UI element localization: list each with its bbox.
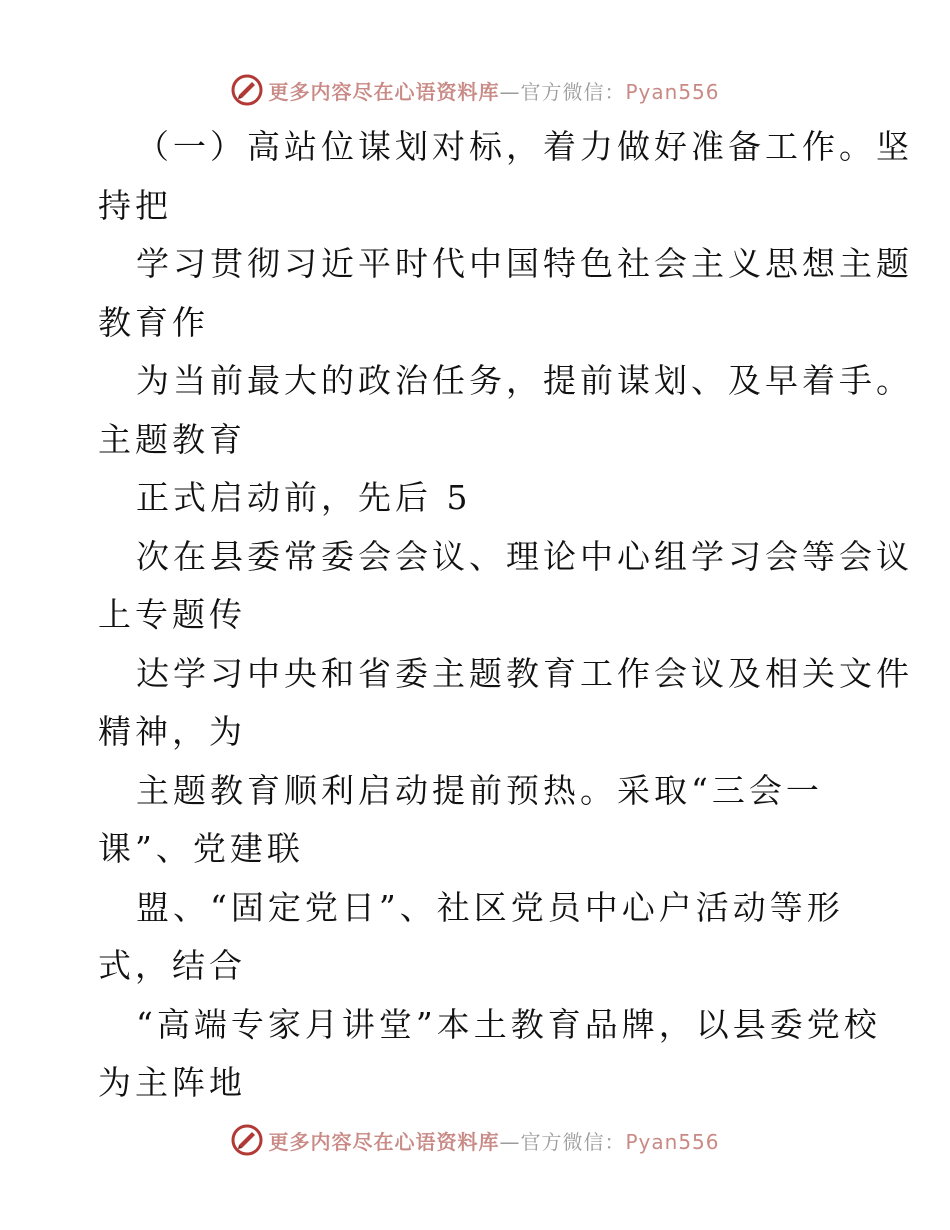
text-line: 为主阵地	[98, 1063, 246, 1102]
watermark-main: 更多内容尽在心语资料库	[268, 1129, 500, 1154]
text-line: 上专题传	[98, 595, 246, 634]
text-line: 主题教育顺利启动提前预热。采取“三会一	[136, 770, 823, 810]
watermark-header	[0, 70, 950, 110]
watermark-sub: —官方微信：	[499, 1129, 626, 1154]
brand-logo-icon	[230, 73, 264, 107]
text-line: 课”、党建联	[98, 829, 304, 868]
text-line: 式，结合	[98, 946, 246, 985]
watermark-footer	[0, 1120, 950, 1160]
watermark-text	[268, 76, 719, 105]
text-line: “高端专家月讲堂”本土教育品牌，以县委党校	[136, 1004, 881, 1044]
text-line: 次在县委常委会会议、理论中心组学习会等会议	[136, 536, 913, 576]
watermark-text	[268, 1126, 719, 1155]
watermark-id: Pyan556	[625, 79, 720, 104]
watermark-id: Pyan556	[625, 1129, 720, 1154]
text-line: 教育作	[98, 302, 209, 342]
text-line: 正式启动前，先后 5	[136, 478, 472, 517]
text-line: 为当前最大的政治任务，提前谋划、及早着手。	[136, 361, 913, 400]
watermark-sub: —官方微信：	[499, 79, 626, 104]
text-line: 盟、“固定党日”、社区党员中心户活动等形	[136, 887, 844, 927]
text-line: 学习贯彻习近平时代中国特色社会主义思想主题	[136, 244, 913, 283]
text-line: 持把	[98, 185, 172, 225]
text-line: （一）高站位谋划对标，着力做好准备工作。坚	[136, 127, 913, 166]
text-line: 达学习中央和省委主题教育工作会议及相关文件	[136, 653, 913, 693]
text-line: 主题教育	[98, 419, 246, 459]
document-body	[98, 118, 913, 1113]
text-line: 精神，为	[98, 712, 246, 751]
brand-logo-icon	[230, 1123, 264, 1157]
watermark-main: 更多内容尽在心语资料库	[268, 79, 500, 104]
